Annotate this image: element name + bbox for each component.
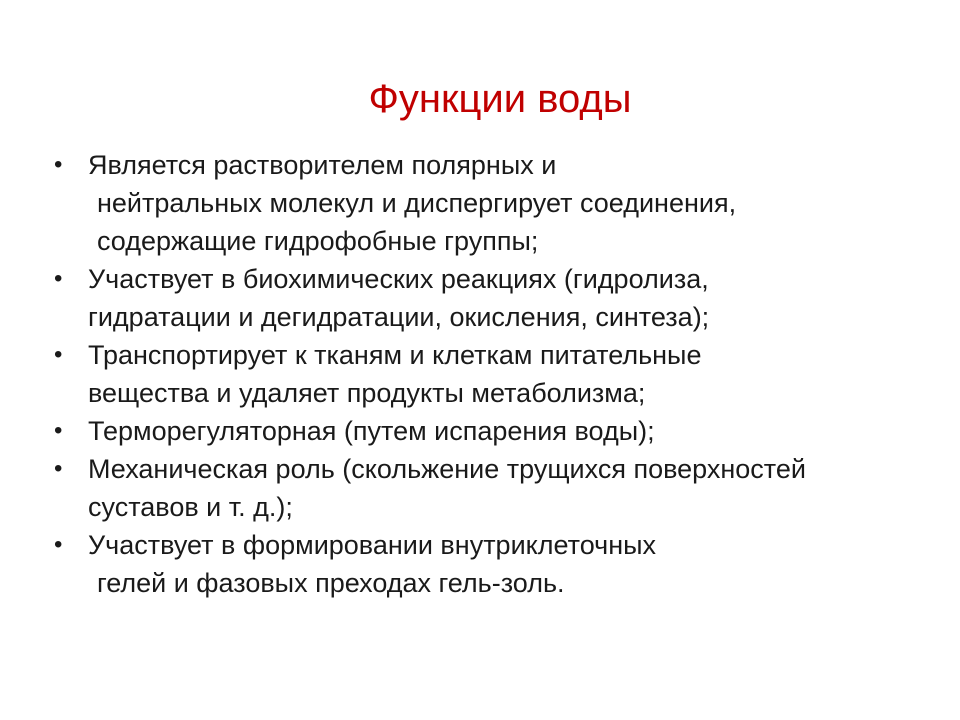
bullet-line: суставов и т. д.); <box>88 492 293 522</box>
bullet-list <box>50 146 955 602</box>
bullet-item <box>50 412 955 450</box>
bullet-icon: • <box>54 455 63 482</box>
bullet-icon: • <box>54 417 63 444</box>
bullet-icon: • <box>54 531 63 558</box>
bullet-line: гидратации и дегидратации, окисления, синтеза); <box>88 302 710 332</box>
bullet-item <box>50 526 955 602</box>
bullet-line: Является растворителем полярных и <box>88 150 557 180</box>
bullet-item <box>50 146 955 260</box>
bullet-item <box>50 260 955 336</box>
bullet-icon: • <box>54 151 63 178</box>
bullet-icon: • <box>54 265 63 292</box>
bullet-line: Транспортирует к тканям и клеткам питательные <box>88 340 702 370</box>
bullet-line: содержащие гидрофобные группы; <box>97 226 539 256</box>
slide-title: Функции воды <box>368 77 632 121</box>
bullet-line: Механическая роль (скольжение трущихся поверхностей <box>88 454 806 484</box>
bullet-line: нейтральных молекул и диспергирует соединения, <box>97 188 737 218</box>
bullet-line: Терморегуляторная (путем испарения воды); <box>88 416 655 446</box>
bullet-item <box>50 450 955 526</box>
bullet-icon: • <box>54 341 63 368</box>
bullet-line: Участвует в биохимических реакциях (гидролиза, <box>88 264 709 294</box>
bullet-line: Участвует в формировании внутриклеточных <box>88 530 657 560</box>
bullet-item <box>50 336 955 412</box>
bullet-line: гелей и фазовых преходах гель-золь. <box>97 568 565 598</box>
bullet-line: вещества и удаляет продукты метаболизма; <box>88 378 646 408</box>
